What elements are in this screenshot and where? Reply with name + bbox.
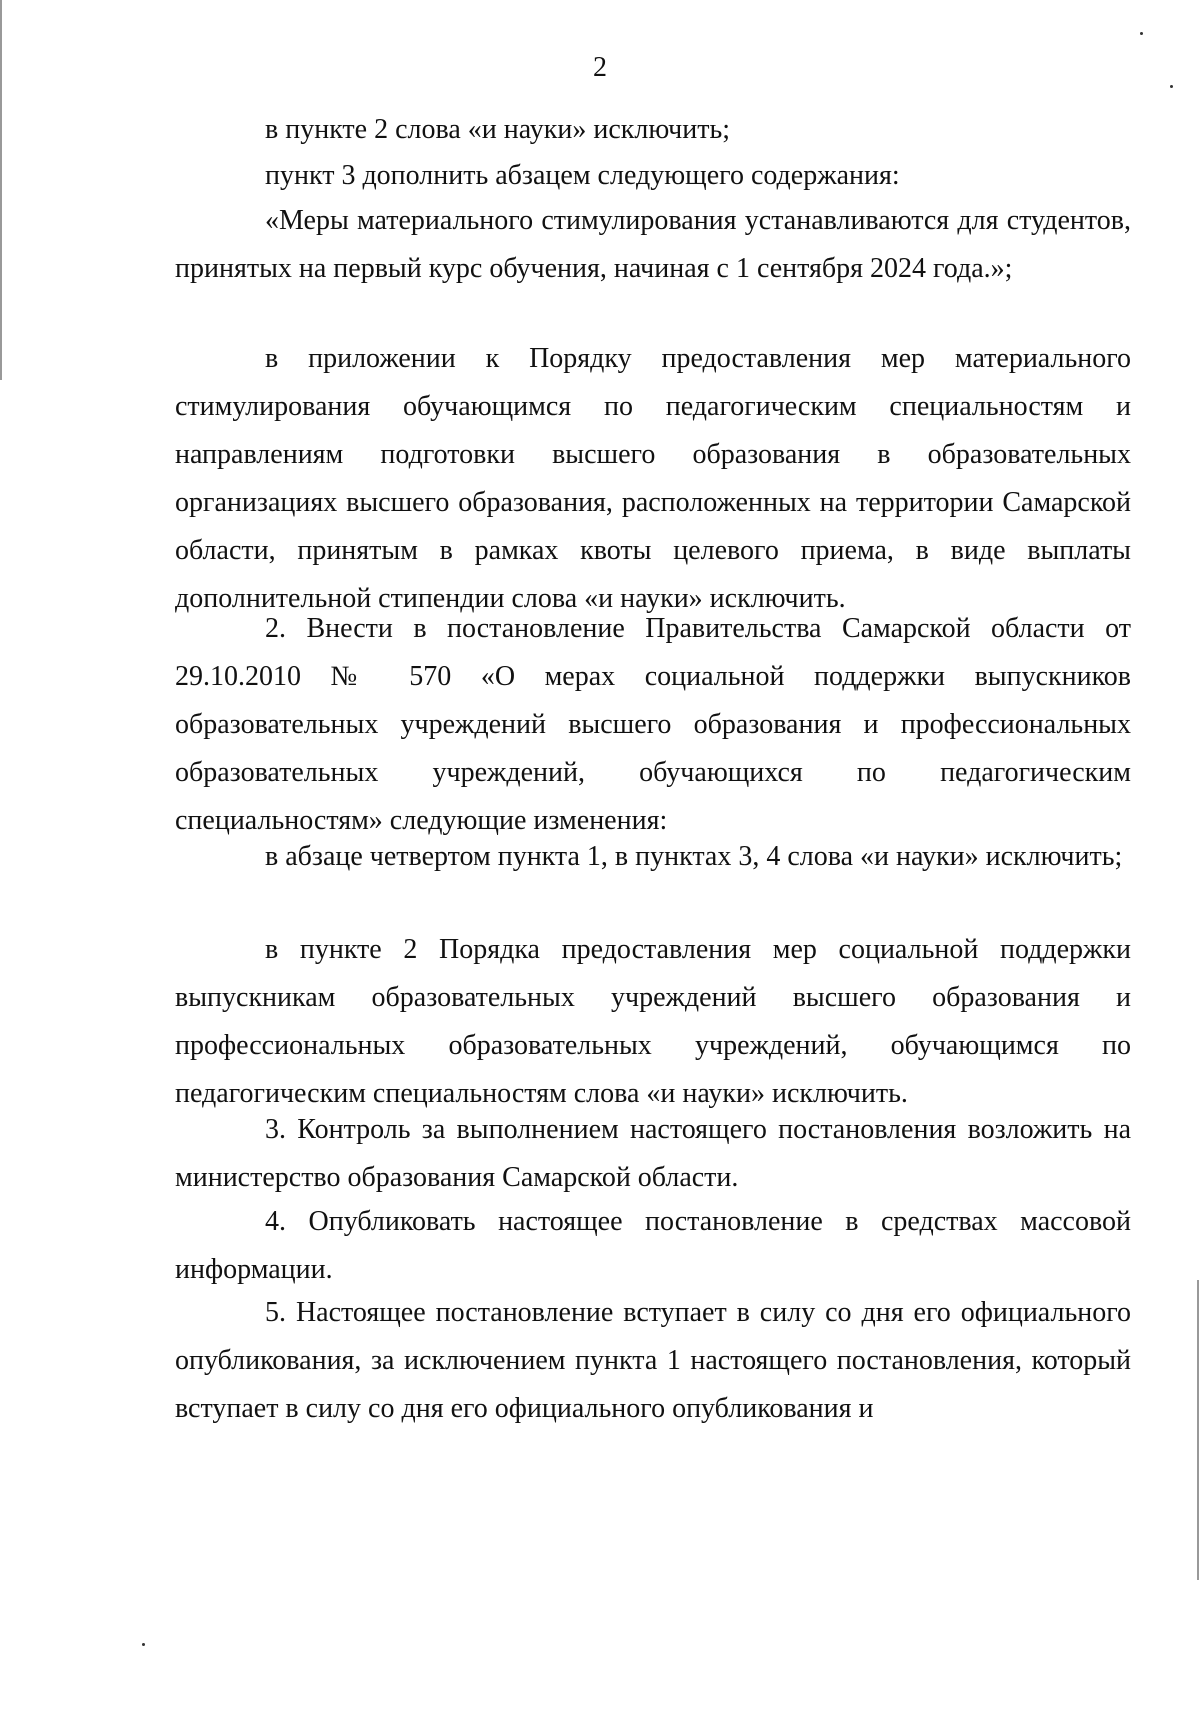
paragraph-2: пункт 3 дополнить абзацем следующего содержания: xyxy=(265,160,900,191)
scan-artifact xyxy=(1140,32,1143,35)
scan-artifact xyxy=(1170,85,1173,88)
page-number: 2 xyxy=(593,52,607,83)
paragraph-3: «Меры материального стимулирования устанавливаются для студентов, принятых на первый курс обучения, начиная с 1 сентября 2024 года.»; xyxy=(175,205,1131,284)
paragraph-7: в пункте 2 Порядка предоставления мер социальной поддержки выпускникам образовательных учреждений высшего образования и профессиональных образовательных учреждений, обучающимся по педагогическим специальностям слова «и науки» исключить. xyxy=(175,934,1131,1109)
scan-edge xyxy=(0,0,2,380)
paragraph-9: 4. Опубликовать настоящее постановление в средствах массовой информации. xyxy=(175,1206,1131,1285)
paragraph-6: в абзаце четвертом пункта 1, в пунктах 3, 4 слова «и науки» исключить; xyxy=(265,841,1123,872)
scan-artifact xyxy=(142,1643,145,1646)
paragraph-1: в пункте 2 слова «и науки» исключить; xyxy=(265,114,731,145)
paragraph-10: 5. Настоящее постановление вступает в силу со дня его официального опубликования, за исключением пункта 1 настоящего постановления, который вступает в силу со дня его официального опубликования и xyxy=(175,1297,1131,1424)
paragraph-8: 3. Контроль за выполнением настоящего постановления возложить на министерство образования Самарской области. xyxy=(175,1114,1131,1193)
scan-edge xyxy=(1197,1280,1199,1580)
paragraph-4: в приложении к Порядку предоставления мер материального стимулирования обучающимся по педагогическим специальностям и направлениям подготовки высшего образования в образовательных организациях высшего образования, расположенных на территории Самарской области, принятым в рамках квоты целевого приема, в виде выплаты дополнительной стипендии слова «и науки» исключить. xyxy=(175,343,1131,614)
paragraph-5: 2. Внести в постановление Правительства Самарской области от 29.10.2010 № 570 «О мерах социальной поддержки выпускников образовательных учреждений высшего образования и профессиональных образовательных учреждений, обучающихся по педагогическим специальностям» следующие изменения: xyxy=(175,613,1131,836)
